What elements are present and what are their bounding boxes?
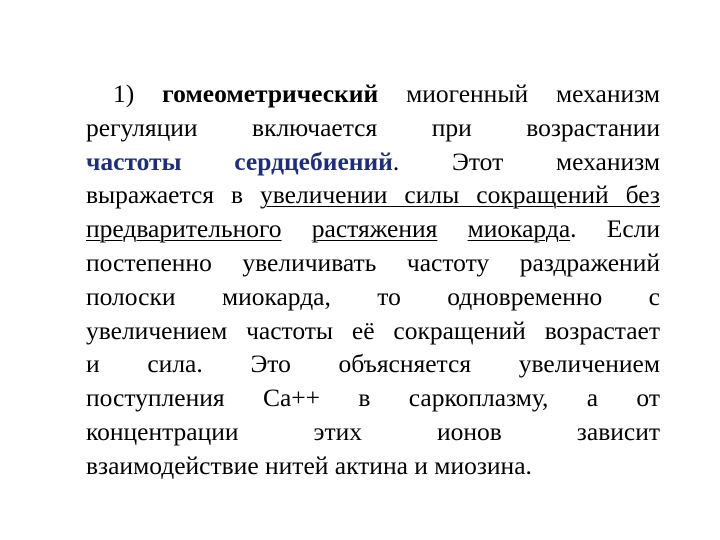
line-1-rest: миогенный механизм	[406, 79, 661, 108]
line-5	[86, 212, 660, 246]
line-4	[86, 178, 660, 212]
underlined-phrase-1: увеличении силы сокращений без	[260, 180, 660, 210]
text-paragraph	[86, 77, 660, 483]
line-3-rest: . Этот механизм	[392, 146, 660, 176]
underlined-word-stretching: растяжения	[311, 214, 438, 244]
line-9: и сила. Это объясняется увеличением	[86, 349, 660, 379]
term-homeometric: гомеометрический	[162, 79, 379, 108]
line-2: регуляции включается при возрастании	[86, 112, 660, 142]
underlined-word-preliminary: предварительного	[86, 214, 282, 244]
underlined-word-myocardium: миокарда	[467, 214, 571, 244]
line-3	[86, 145, 660, 179]
line-7: полоски миокарда, то одновременно с	[86, 281, 660, 311]
line-6: постепенно увеличивать частоту раздражений	[86, 247, 660, 277]
term-frequency: частоты	[86, 146, 182, 176]
term-heartbeats: сердцебиений	[234, 146, 393, 176]
line-12: взаимодействие нитей актина и миозина.	[86, 450, 532, 480]
line-1	[86, 77, 660, 111]
line-5-rest: . Если	[570, 214, 661, 244]
line-10: поступления Са++ в саркоплазму, а от	[86, 383, 660, 413]
line-4-pre: выражается в	[86, 180, 261, 210]
item-number: 1)	[113, 79, 135, 108]
line-8: увеличением частоты её сокращений возрастает	[86, 315, 660, 345]
line-11: концентрации этих ионов зависит	[86, 416, 660, 446]
